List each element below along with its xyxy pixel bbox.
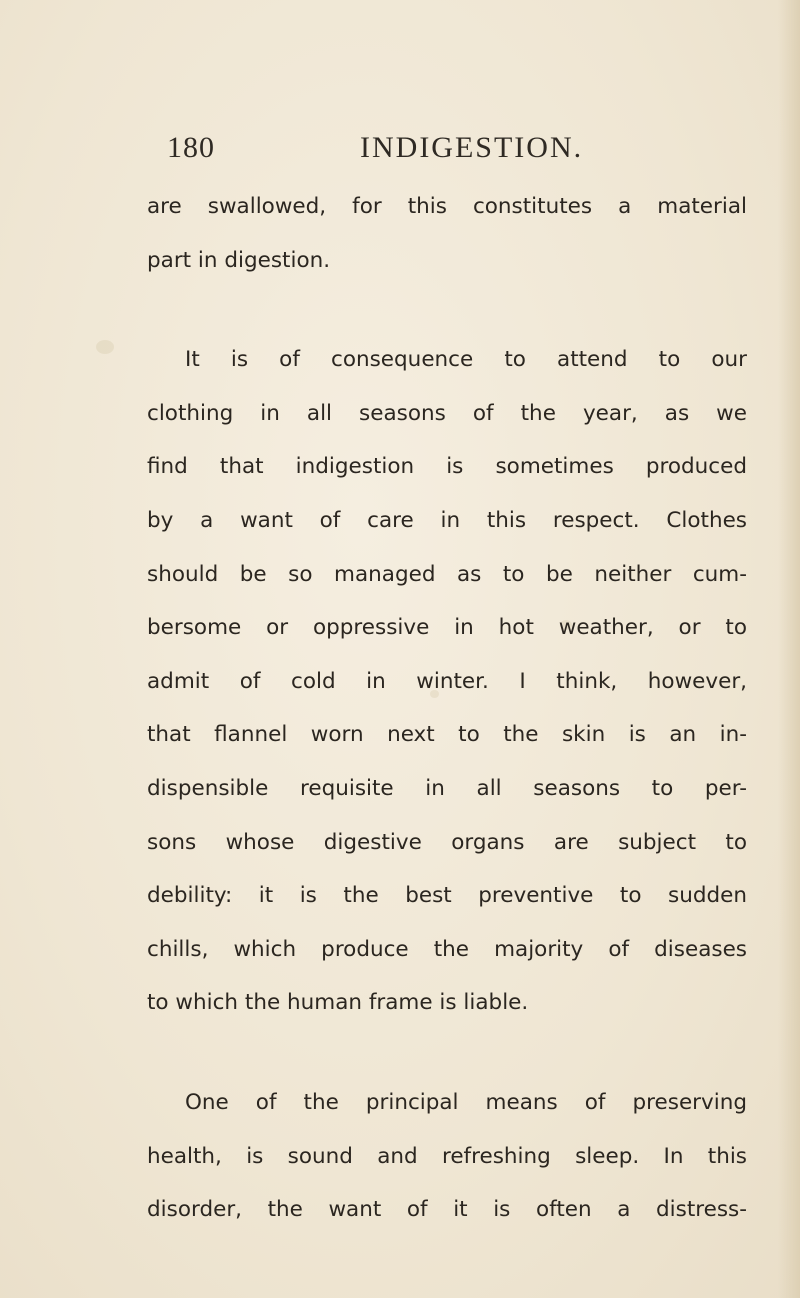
page-number: 180 [167, 131, 215, 164]
text-line: admit of cold in winter. I think, however, [147, 668, 747, 694]
text-line: One of the principal means of preserving [185, 1089, 747, 1115]
paper-stain [96, 340, 114, 354]
text-line: It is of consequence to attend to our [185, 347, 747, 373]
text-line: find that indigestion is sometimes produced [147, 454, 747, 480]
text-line: dispensible requisite in all seasons to per- [147, 775, 747, 801]
text-line: are swallowed, for this constitutes a material [147, 194, 747, 219]
text-line: should be so managed as to be neither cum- [147, 561, 747, 587]
text-line: part in digestion. [147, 247, 331, 273]
text-line: that flannel worn next to the skin is an in- [147, 722, 747, 748]
paragraph [147, 180, 747, 287]
text-line: to which the human frame is liable. [147, 990, 529, 1016]
text-line: health, is sound and refreshing sleep. In this [147, 1143, 747, 1169]
page-header [0, 131, 800, 171]
page-edge-shadow [778, 0, 800, 1298]
paragraph [147, 333, 747, 1030]
text-line: bersome or oppressive in hot weather, or to [147, 615, 747, 641]
text-line: sons whose digestive organs are subject to [147, 829, 747, 855]
paragraph [147, 1076, 747, 1237]
text-line: clothing in all seasons of the year, as we [147, 400, 747, 426]
running-head: INDIGESTION. [360, 131, 584, 164]
text-line: debility: it is the best preventive to sudden [147, 883, 747, 909]
text-line: by a want of care in this respect. Clothes [147, 507, 747, 533]
text-line: disorder, the want of it is often a distress- [147, 1197, 747, 1223]
text-line: chills, which produce the majority of diseases [147, 936, 747, 962]
body-text [147, 180, 747, 1237]
